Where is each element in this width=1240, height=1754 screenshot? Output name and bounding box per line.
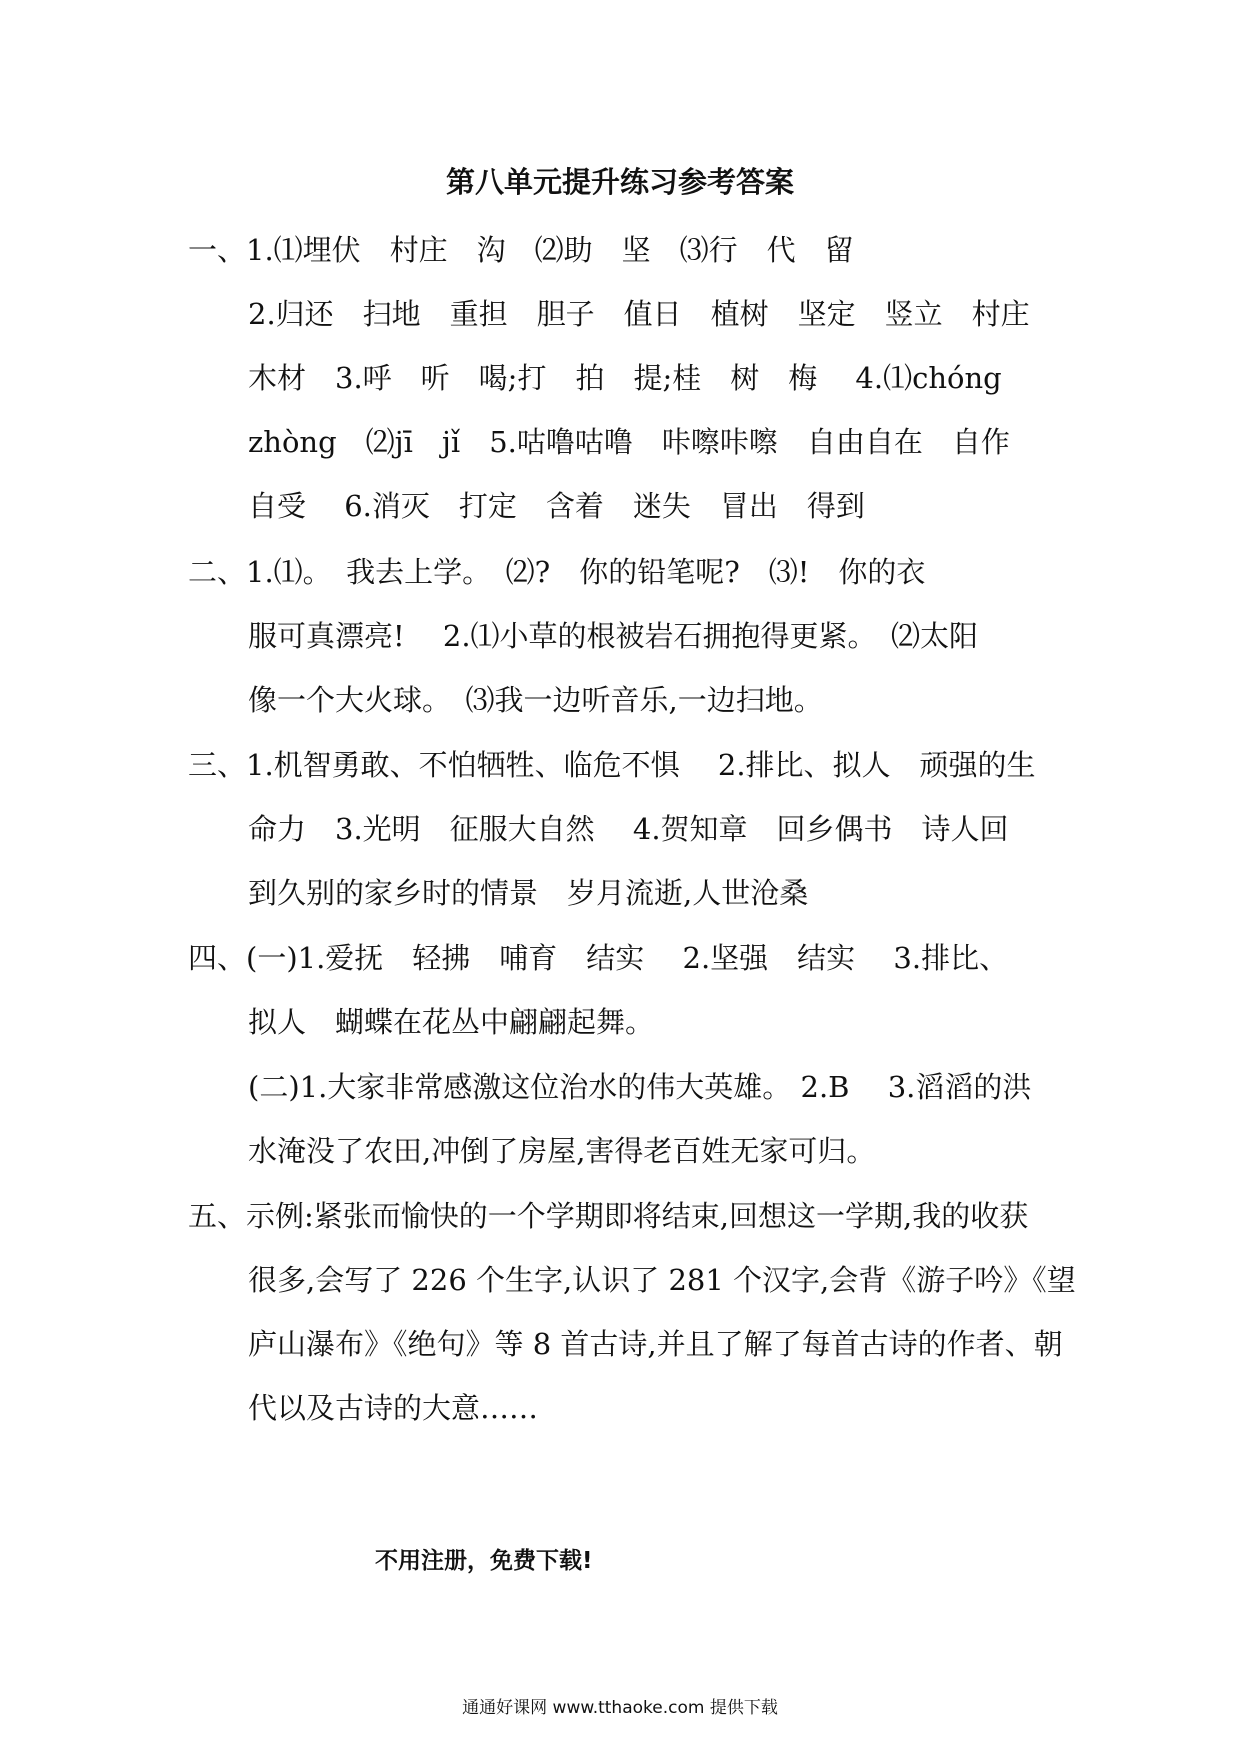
- answer-line: 水淹没了农田,冲倒了房屋,害得老百姓无家可归。: [248, 1134, 876, 1168]
- answer-line: 到久别的家乡时的情景 岁月流逝,人世沧桑: [248, 876, 809, 910]
- answer-line: 木材 3.呼 听 喝;打 拍 提;桂 树 梅 4.⑴chóng: [248, 361, 1002, 395]
- answer-line: 拟人 蝴蝶在花丛中翩翩起舞。: [248, 1005, 655, 1039]
- answer-line: 三、1.机智勇敢、不怕牺牲、临危不惧 2.排比、拟人 顽强的生: [188, 748, 1036, 782]
- footer-credit: 通通好课网 www.tthaoke.com 提供下载: [462, 1698, 778, 1718]
- answer-line: 自受 6.消灭 打定 含着 迷失 冒出 得到: [248, 489, 865, 523]
- answer-line: 二、1.⑴。 我去上学。 ⑵? 你的铅笔呢? ⑶! 你的衣: [188, 555, 926, 589]
- answer-line: 代以及古诗的大意……: [248, 1391, 539, 1425]
- answer-line: 很多,会写了 226 个生字,认识了 281 个汉字,会背《游子吟》《望: [248, 1263, 1076, 1297]
- answer-line: zhòng ⑵jī jǐ 5.咕噜咕噜 咔嚓咔嚓 自由自在 自作: [248, 425, 1010, 459]
- answer-line: 像一个大火球。 ⑶我一边听音乐,一边扫地。: [248, 683, 823, 717]
- page-title: 第八单元提升练习参考答案: [445, 165, 794, 199]
- answer-line: 服可真漂亮! 2.⑴小草的根被岩石拥抱得更紧。 ⑵太阳: [248, 619, 979, 653]
- answer-line: 2.归还 扫地 重担 胆子 值日 植树 坚定 竖立 村庄: [248, 297, 1030, 331]
- answer-line: 庐山瀑布》《绝句》等 8 首古诗,并且了解了每首古诗的作者、朝: [248, 1327, 1063, 1361]
- answer-line: (二)1.大家非常感激这位治水的伟大英雄。 2.B 3.滔滔的洪: [248, 1070, 1032, 1104]
- answer-line: 四、(一)1.爱抚 轻拂 哺育 结实 2.坚强 结实 3.排比、: [188, 941, 1009, 975]
- answer-line: 一、1.⑴埋伏 村庄 沟 ⑵助 坚 ⑶行 代 留: [188, 233, 854, 267]
- answer-line: 五、示例:紧张而愉快的一个学期即将结束,回想这一学期,我的收获: [188, 1199, 1029, 1233]
- download-notice: 不用注册，免费下载!: [375, 1548, 593, 1574]
- answer-line: 命力 3.光明 征服大自然 4.贺知章 回乡偶书 诗人回: [248, 812, 1009, 846]
